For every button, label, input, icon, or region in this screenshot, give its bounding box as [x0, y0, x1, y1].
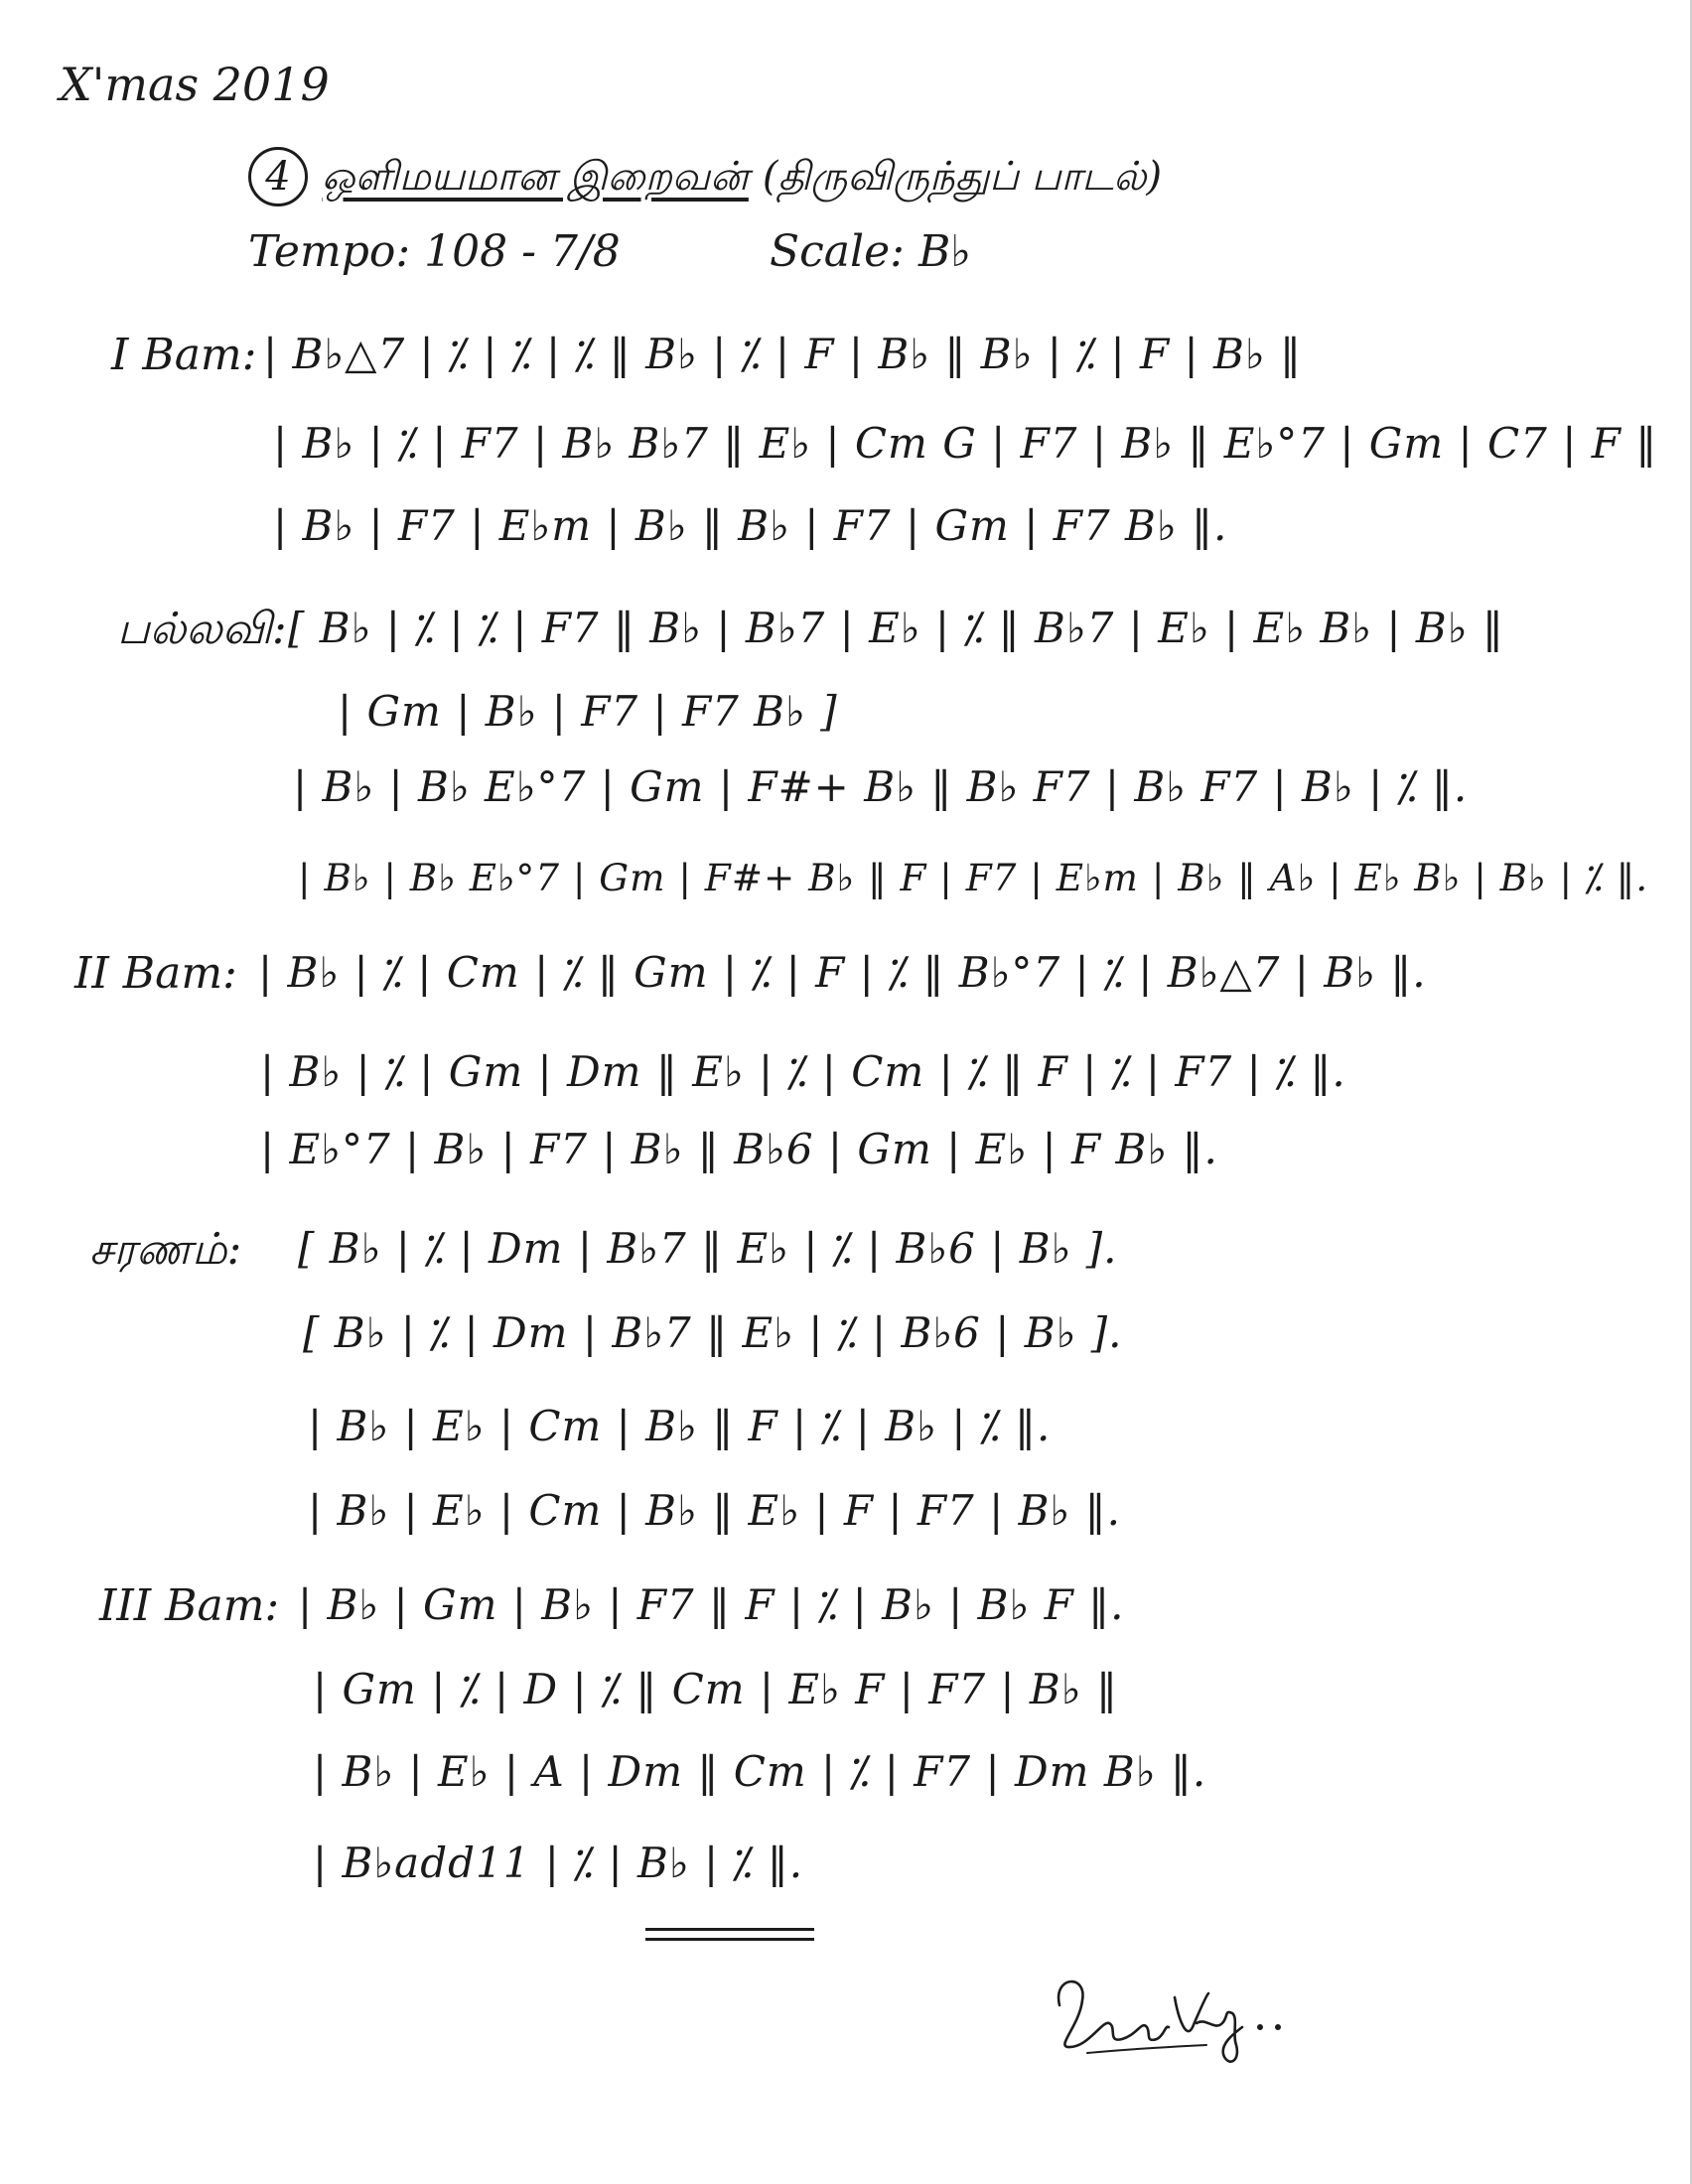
song-number: 4: [248, 147, 308, 206]
ending-rule-top: [645, 1928, 814, 1931]
chord-line: [ B♭ | ⁒ | ⁒ | F7 ‖ B♭ | B♭7 | E♭ | ⁒ ‖ B♭7 | E♭ | E♭ B♭ | B♭ ‖: [288, 604, 1504, 652]
chord-line: | B♭ | ⁒ | F7 | B♭ B♭7 ‖ E♭ | Cm G | F7 | B♭ ‖ E♭°7 | Gm | C7 | F ‖: [273, 419, 1658, 468]
tempo-label: Tempo: 108 - 7/8: [248, 226, 621, 277]
chord-line: [ B♭ | ⁒ | Dm | B♭7 ‖ E♭ | ⁒ | B♭6 | B♭ ].: [298, 1224, 1118, 1273]
chord-line: | B♭ | E♭ | Cm | B♭ ‖ E♭ | F | F7 | B♭ ‖.: [308, 1486, 1121, 1535]
chord-line: | Gm | B♭ | F7 | F7 B♭ ]: [338, 687, 838, 736]
ending-rule-bottom: [645, 1938, 814, 1941]
chord-line: | B♭ | ⁒ | Cm | ⁒ ‖ Gm | ⁒ | F | ⁒ ‖ B♭°7 | ⁒ | B♭△7 | B♭ ‖.: [258, 948, 1427, 997]
chord-line: | B♭ | E♭ | Cm | B♭ ‖ F | ⁒ | B♭ | ⁒ ‖.: [308, 1402, 1052, 1450]
section-label-saranam: சரணம்:: [89, 1224, 242, 1275]
section-label-pallavi: பல்லவி:: [117, 604, 287, 654]
chord-line: | B♭ | B♭ E♭°7 | Gm | F#+ B♭ ‖ F | F7 | E♭m | B♭ ‖ A♭ | E♭ B♭ | B♭ | ⁒ ‖.: [298, 856, 1649, 899]
chord-line: | B♭ | ⁒ | Gm | Dm ‖ E♭ | ⁒ | Cm | ⁒ ‖ F | ⁒ | F7 | ⁒ ‖.: [260, 1047, 1346, 1096]
chord-line: | B♭add11 | ⁒ | B♭ | ⁒ ‖.: [313, 1839, 804, 1887]
chord-line: | E♭°7 | B♭ | F7 | B♭ ‖ B♭6 | Gm | E♭ | F B♭ ‖.: [260, 1125, 1218, 1173]
song-title: ஒளிமயமான இறைவன்: [322, 154, 749, 200]
chord-line: [ B♭ | ⁒ | Dm | B♭7 ‖ E♭ | ⁒ | B♭6 | B♭ ].: [303, 1308, 1123, 1357]
chord-line: | B♭ | Gm | B♭ | F7 ‖ F | ⁒ | B♭ | B♭ F ‖.: [298, 1580, 1125, 1629]
section-label-3-bam: III Bam:: [99, 1580, 280, 1631]
chord-line: | B♭ | F7 | E♭m | B♭ ‖ B♭ | F7 | Gm | F7 B♭ ‖.: [273, 501, 1228, 550]
section-label-1-bam: I Bam:: [111, 330, 257, 380]
chord-line: | B♭△7 | ⁒ | ⁒ | ⁒ ‖ B♭ | ⁒ | F | B♭ ‖ B♭ | ⁒ | F | B♭ ‖: [263, 330, 1303, 378]
scale-label: Scale: B♭: [770, 226, 972, 277]
section-label-2-bam: II Bam:: [74, 948, 237, 999]
chord-line: | B♭ | B♭ E♭°7 | Gm | F#+ B♭ ‖ B♭ F7 | B♭ F7 | B♭ | ⁒ ‖.: [293, 762, 1469, 811]
chord-line: | Gm | ⁒ | D | ⁒ ‖ Cm | E♭ F | F7 | B♭ ‖: [313, 1665, 1118, 1713]
signature: [1048, 1966, 1306, 2079]
song-title-row: [248, 147, 1162, 206]
song-subtitle: (திருவிருந்துப் பாடல்): [762, 154, 1163, 200]
chord-line: | B♭ | E♭ | A | Dm ‖ Cm | ⁒ | F7 | Dm B♭ ‖.: [313, 1747, 1207, 1796]
occasion-label: X'mas 2019: [60, 58, 330, 111]
signature-graphic: [1048, 1966, 1306, 2075]
